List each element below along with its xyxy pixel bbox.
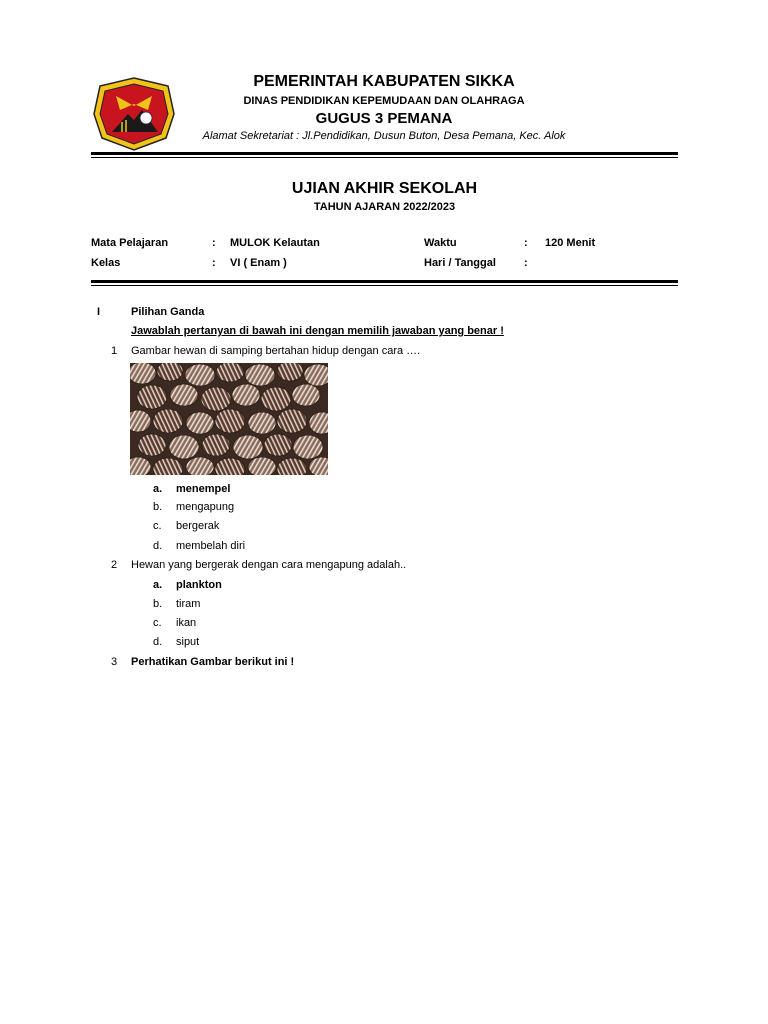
time-label: Waktu [424,237,457,249]
subject-value: MULOK Kelautan [230,237,320,249]
option-text: siput [176,636,200,648]
time-colon: : [524,237,528,249]
section-instruction: Jawablah pertanyan di bawah ini dengan memilih jawaban yang benar ! [131,325,504,337]
option-letter: a. [153,579,163,591]
department-name: DINAS PENDIDIKAN KEPEMUDAAN DAN OLAHRAGA [243,95,525,107]
option-letter: a. [153,483,163,495]
section-number: I [97,306,101,318]
subject-colon: : [212,237,216,249]
meta-divider-thick [91,280,678,283]
option-text: tiram [176,598,201,610]
option-letter: b. [153,501,163,513]
header-divider-thick [91,152,678,155]
section-title: Pilihan Ganda [131,306,205,318]
header-divider-thin [91,157,678,158]
question-number: 1 [111,345,118,357]
question-number: 3 [111,656,118,668]
cockle-shells-photo [130,363,328,475]
subject-label: Mata Pelajaran [91,237,169,249]
cluster-name: GUGUS 3 PEMANA [315,110,453,127]
option-letter: c. [153,617,162,629]
class-label: Kelas [91,257,121,269]
secretariat-address: Alamat Sekretariat : Jl.Pendidikan, Dusun Buton, Desa Pemana, Kec. Alok [202,130,566,142]
option-letter: d. [153,636,163,648]
time-value: 120 Menit [545,237,596,249]
option-text: plankton [176,579,222,591]
question-text: Gambar hewan di samping bertahan hidup dengan cara …. [131,345,421,357]
option-text: mengapung [176,501,235,513]
government-title: PEMERINTAH KABUPATEN SIKKA [253,73,515,90]
option-letter: d. [153,540,163,552]
class-colon: : [212,257,216,269]
option-text: bergerak [176,520,220,532]
option-text: membelah diri [176,540,246,552]
exam-title: UJIAN AKHIR SEKOLAH [291,180,478,197]
class-value: VI ( Enam ) [230,257,287,269]
option-text: menempel [176,483,231,495]
question-text: Hewan yang bergerak dengan cara mengapung adalah.. [131,559,407,571]
question-text: Perhatikan Gambar berikut ini ! [131,656,295,668]
meta-divider-thin [91,285,678,286]
option-text: ikan [176,617,197,629]
academic-year: TAHUN AJARAN 2022/2023 [313,201,456,213]
option-letter: b. [153,598,163,610]
date-colon: : [524,257,528,269]
date-label: Hari / Tanggal [424,257,496,269]
question-number: 2 [111,559,118,571]
option-letter: c. [153,520,162,532]
